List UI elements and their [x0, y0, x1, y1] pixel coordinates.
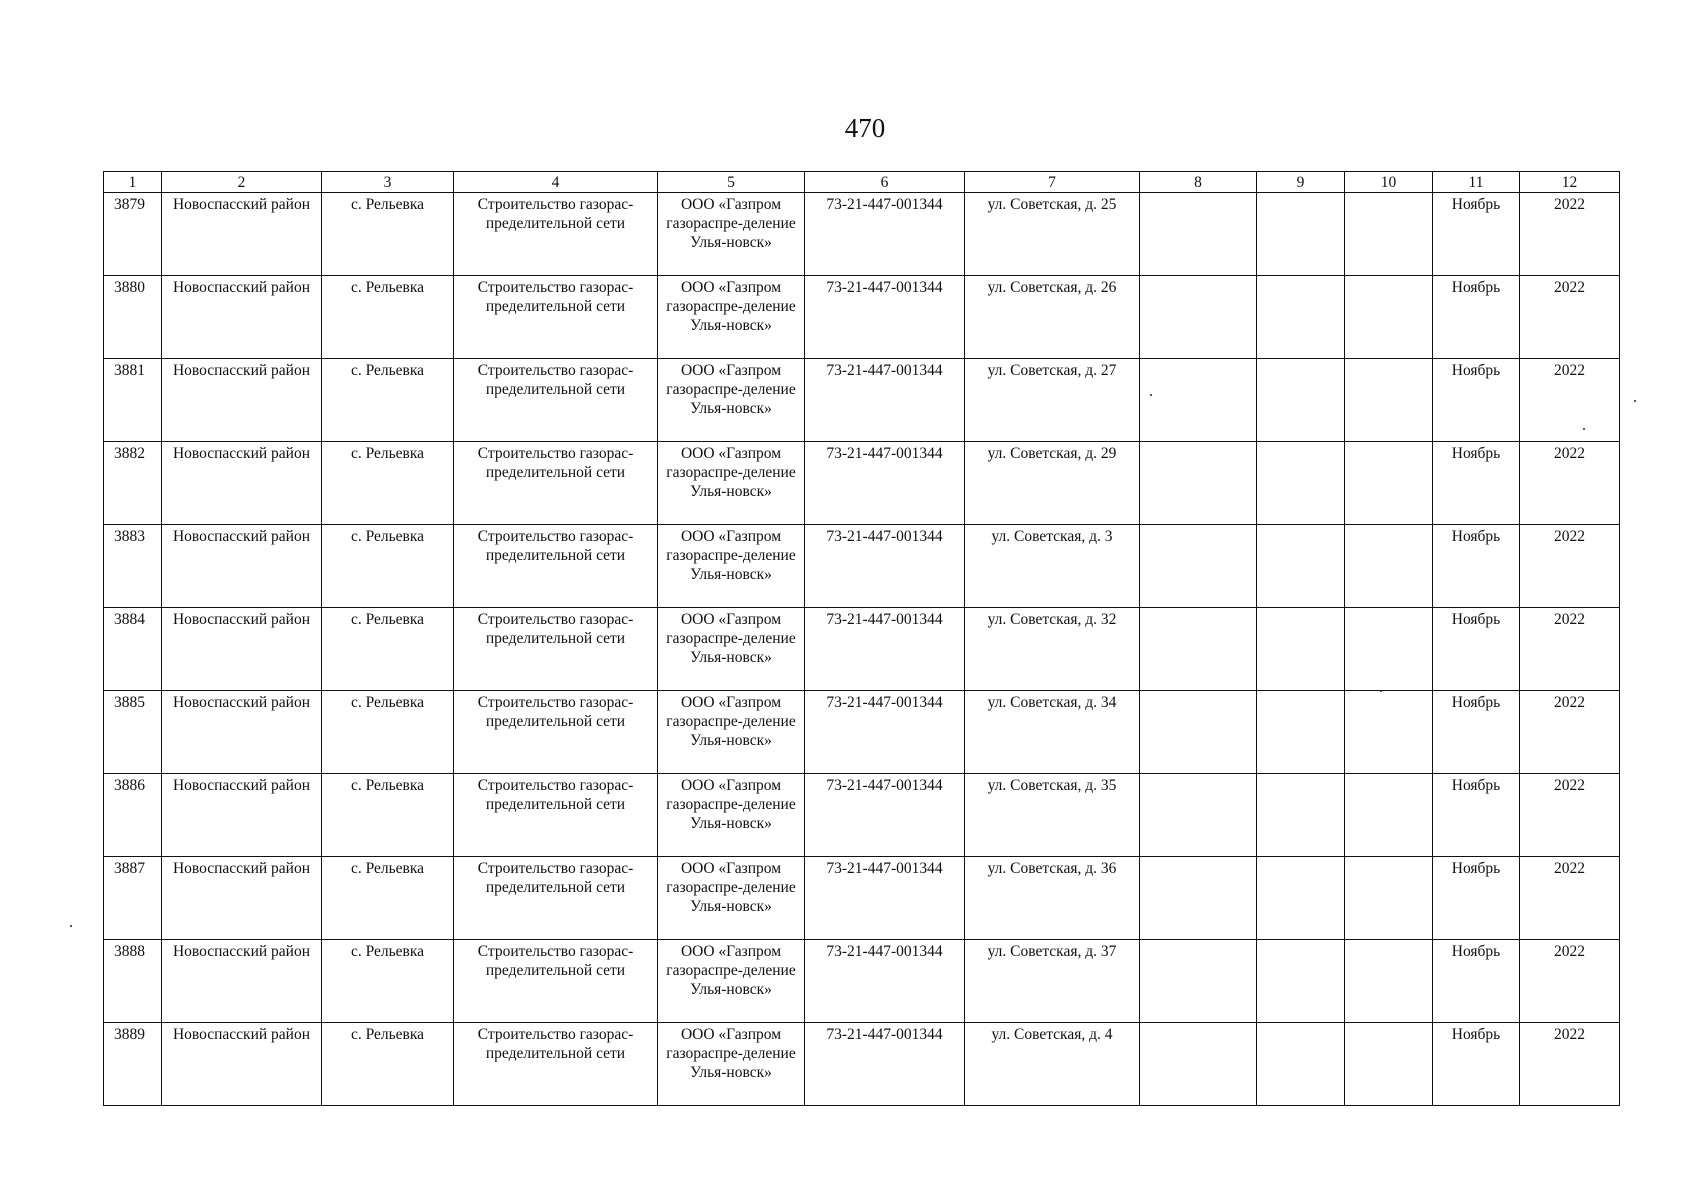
row-number: 3888	[104, 940, 162, 1023]
year-cell: 2022	[1520, 857, 1620, 940]
row-number: 3884	[104, 608, 162, 691]
work-type-cell: Строительство газорас-пределительной сети	[454, 691, 658, 774]
settlement-cell: с. Рельевка	[322, 442, 454, 525]
column-10-cell	[1345, 276, 1433, 359]
table-row	[104, 193, 1620, 276]
district-cell: Новоспасский район	[162, 442, 322, 525]
settlement-cell: с. Рельевка	[322, 525, 454, 608]
work-type-cell: Строительство газорас-пределительной сети	[454, 193, 658, 276]
column-9-cell	[1257, 774, 1345, 857]
column-10-cell	[1345, 1023, 1433, 1106]
settlement-cell: с. Рельевка	[322, 857, 454, 940]
work-type-cell: Строительство газорас-пределительной сети	[454, 276, 658, 359]
work-type-cell: Строительство газорас-пределительной сети	[454, 940, 658, 1023]
code-cell: 73-21-447-001344	[805, 857, 965, 940]
register-table	[103, 171, 1620, 1106]
row-number: 3880	[104, 276, 162, 359]
year-cell: 2022	[1520, 774, 1620, 857]
settlement-cell: с. Рельевка	[322, 276, 454, 359]
work-type-cell: Строительство газорас-пределительной сети	[454, 774, 658, 857]
table-row	[104, 1023, 1620, 1106]
month-cell: Ноябрь	[1433, 276, 1520, 359]
column-9-cell	[1257, 359, 1345, 442]
column-10-cell	[1345, 359, 1433, 442]
work-type-cell: Строительство газорас-пределительной сети	[454, 525, 658, 608]
column-9-cell	[1257, 525, 1345, 608]
settlement-cell: с. Рельевка	[322, 940, 454, 1023]
column-9-cell	[1257, 608, 1345, 691]
table-row	[104, 442, 1620, 525]
scan-speck	[1583, 428, 1585, 430]
organization-cell: ООО «Газпром газораспре-деление Улья-новск»	[658, 442, 805, 525]
column-header: 3	[322, 172, 454, 193]
address-cell: ул. Советская, д. 36	[965, 857, 1140, 940]
organization-cell: ООО «Газпром газораспре-деление Улья-новск»	[658, 691, 805, 774]
column-9-cell	[1257, 691, 1345, 774]
row-number: 3889	[104, 1023, 162, 1106]
address-cell: ул. Советская, д. 26	[965, 276, 1140, 359]
district-cell: Новоспасский район	[162, 359, 322, 442]
district-cell: Новоспасский район	[162, 193, 322, 276]
code-cell: 73-21-447-001344	[805, 525, 965, 608]
table-row	[104, 857, 1620, 940]
work-type-cell: Строительство газорас-пределительной сети	[454, 857, 658, 940]
column-9-cell	[1257, 857, 1345, 940]
table-body	[104, 193, 1620, 1106]
work-type-cell: Строительство газорас-пределительной сети	[454, 442, 658, 525]
column-8-cell	[1140, 193, 1257, 276]
address-cell: ул. Советская, д. 32	[965, 608, 1140, 691]
column-header: 11	[1433, 172, 1520, 193]
scan-speck	[1380, 690, 1382, 692]
settlement-cell: с. Рельевка	[322, 1023, 454, 1106]
column-header: 6	[805, 172, 965, 193]
district-cell: Новоспасский район	[162, 608, 322, 691]
work-type-cell: Строительство газорас-пределительной сети	[454, 608, 658, 691]
district-cell: Новоспасский район	[162, 691, 322, 774]
month-cell: Ноябрь	[1433, 774, 1520, 857]
district-cell: Новоспасский район	[162, 774, 322, 857]
column-10-cell	[1345, 525, 1433, 608]
column-9-cell	[1257, 442, 1345, 525]
scan-speck	[1634, 400, 1636, 402]
organization-cell: ООО «Газпром газораспре-деление Улья-новск»	[658, 940, 805, 1023]
code-cell: 73-21-447-001344	[805, 276, 965, 359]
code-cell: 73-21-447-001344	[805, 691, 965, 774]
table-row	[104, 608, 1620, 691]
address-cell: ул. Советская, д. 35	[965, 774, 1140, 857]
code-cell: 73-21-447-001344	[805, 940, 965, 1023]
year-cell: 2022	[1520, 608, 1620, 691]
settlement-cell: с. Рельевка	[322, 359, 454, 442]
code-cell: 73-21-447-001344	[805, 359, 965, 442]
column-header: 7	[965, 172, 1140, 193]
month-cell: Ноябрь	[1433, 940, 1520, 1023]
column-header: 8	[1140, 172, 1257, 193]
column-8-cell	[1140, 940, 1257, 1023]
month-cell: Ноябрь	[1433, 1023, 1520, 1106]
column-8-cell	[1140, 359, 1257, 442]
district-cell: Новоспасский район	[162, 1023, 322, 1106]
column-8-cell	[1140, 691, 1257, 774]
address-cell: ул. Советская, д. 3	[965, 525, 1140, 608]
column-8-cell	[1140, 774, 1257, 857]
organization-cell: ООО «Газпром газораспре-деление Улья-новск»	[658, 359, 805, 442]
table-row	[104, 359, 1620, 442]
month-cell: Ноябрь	[1433, 691, 1520, 774]
code-cell: 73-21-447-001344	[805, 193, 965, 276]
column-8-cell	[1140, 442, 1257, 525]
organization-cell: ООО «Газпром газораспре-деление Улья-новск»	[658, 857, 805, 940]
column-header: 10	[1345, 172, 1433, 193]
year-cell: 2022	[1520, 193, 1620, 276]
column-header: 1	[104, 172, 162, 193]
address-cell: ул. Советская, д. 29	[965, 442, 1140, 525]
month-cell: Ноябрь	[1433, 442, 1520, 525]
row-number: 3887	[104, 857, 162, 940]
column-10-cell	[1345, 857, 1433, 940]
page-number: 470	[844, 113, 886, 143]
year-cell: 2022	[1520, 442, 1620, 525]
column-header: 5	[658, 172, 805, 193]
settlement-cell: с. Рельевка	[322, 691, 454, 774]
column-8-cell	[1140, 1023, 1257, 1106]
address-cell: ул. Советская, д. 34	[965, 691, 1140, 774]
scan-speck	[70, 925, 72, 927]
code-cell: 73-21-447-001344	[805, 1023, 965, 1106]
district-cell: Новоспасский район	[162, 276, 322, 359]
column-10-cell	[1345, 442, 1433, 525]
table-row	[104, 774, 1620, 857]
column-8-cell	[1140, 857, 1257, 940]
year-cell: 2022	[1520, 691, 1620, 774]
settlement-cell: с. Рельевка	[322, 608, 454, 691]
column-10-cell	[1345, 691, 1433, 774]
code-cell: 73-21-447-001344	[805, 442, 965, 525]
column-header: 9	[1257, 172, 1345, 193]
work-type-cell: Строительство газорас-пределительной сети	[454, 359, 658, 442]
column-8-cell	[1140, 608, 1257, 691]
column-header: 12	[1520, 172, 1620, 193]
column-9-cell	[1257, 1023, 1345, 1106]
address-cell: ул. Советская, д. 4	[965, 1023, 1140, 1106]
table-row	[104, 691, 1620, 774]
column-10-cell	[1345, 193, 1433, 276]
organization-cell: ООО «Газпром газораспре-деление Улья-новск»	[658, 525, 805, 608]
column-8-cell	[1140, 525, 1257, 608]
organization-cell: ООО «Газпром газораспре-деление Улья-новск»	[658, 608, 805, 691]
table-row	[104, 940, 1620, 1023]
column-header: 4	[454, 172, 658, 193]
settlement-cell: с. Рельевка	[322, 774, 454, 857]
column-10-cell	[1345, 940, 1433, 1023]
settlement-cell: с. Рельевка	[322, 193, 454, 276]
organization-cell: ООО «Газпром газораспре-деление Улья-новск»	[658, 1023, 805, 1106]
code-cell: 73-21-447-001344	[805, 608, 965, 691]
column-number-row	[104, 172, 1620, 193]
column-9-cell	[1257, 276, 1345, 359]
address-cell: ул. Советская, д. 25	[965, 193, 1140, 276]
scan-speck	[1150, 394, 1152, 396]
code-cell: 73-21-447-001344	[805, 774, 965, 857]
organization-cell: ООО «Газпром газораспре-деление Улья-новск»	[658, 774, 805, 857]
month-cell: Ноябрь	[1433, 193, 1520, 276]
column-9-cell	[1257, 940, 1345, 1023]
year-cell: 2022	[1520, 1023, 1620, 1106]
address-cell: ул. Советская, д. 37	[965, 940, 1140, 1023]
year-cell: 2022	[1520, 359, 1620, 442]
work-type-cell: Строительство газорас-пределительной сети	[454, 1023, 658, 1106]
address-cell: ул. Советская, д. 27	[965, 359, 1140, 442]
district-cell: Новоспасский район	[162, 857, 322, 940]
year-cell: 2022	[1520, 276, 1620, 359]
month-cell: Ноябрь	[1433, 359, 1520, 442]
column-9-cell	[1257, 193, 1345, 276]
month-cell: Ноябрь	[1433, 525, 1520, 608]
row-number: 3879	[104, 193, 162, 276]
month-cell: Ноябрь	[1433, 608, 1520, 691]
row-number: 3882	[104, 442, 162, 525]
table-row	[104, 525, 1620, 608]
column-10-cell	[1345, 608, 1433, 691]
year-cell: 2022	[1520, 525, 1620, 608]
column-header: 2	[162, 172, 322, 193]
organization-cell: ООО «Газпром газораспре-деление Улья-новск»	[658, 193, 805, 276]
table-row	[104, 276, 1620, 359]
district-cell: Новоспасский район	[162, 940, 322, 1023]
row-number: 3885	[104, 691, 162, 774]
row-number: 3883	[104, 525, 162, 608]
column-8-cell	[1140, 276, 1257, 359]
organization-cell: ООО «Газпром газораспре-деление Улья-новск»	[658, 276, 805, 359]
district-cell: Новоспасский район	[162, 525, 322, 608]
row-number: 3881	[104, 359, 162, 442]
month-cell: Ноябрь	[1433, 857, 1520, 940]
row-number: 3886	[104, 774, 162, 857]
year-cell: 2022	[1520, 940, 1620, 1023]
column-10-cell	[1345, 774, 1433, 857]
